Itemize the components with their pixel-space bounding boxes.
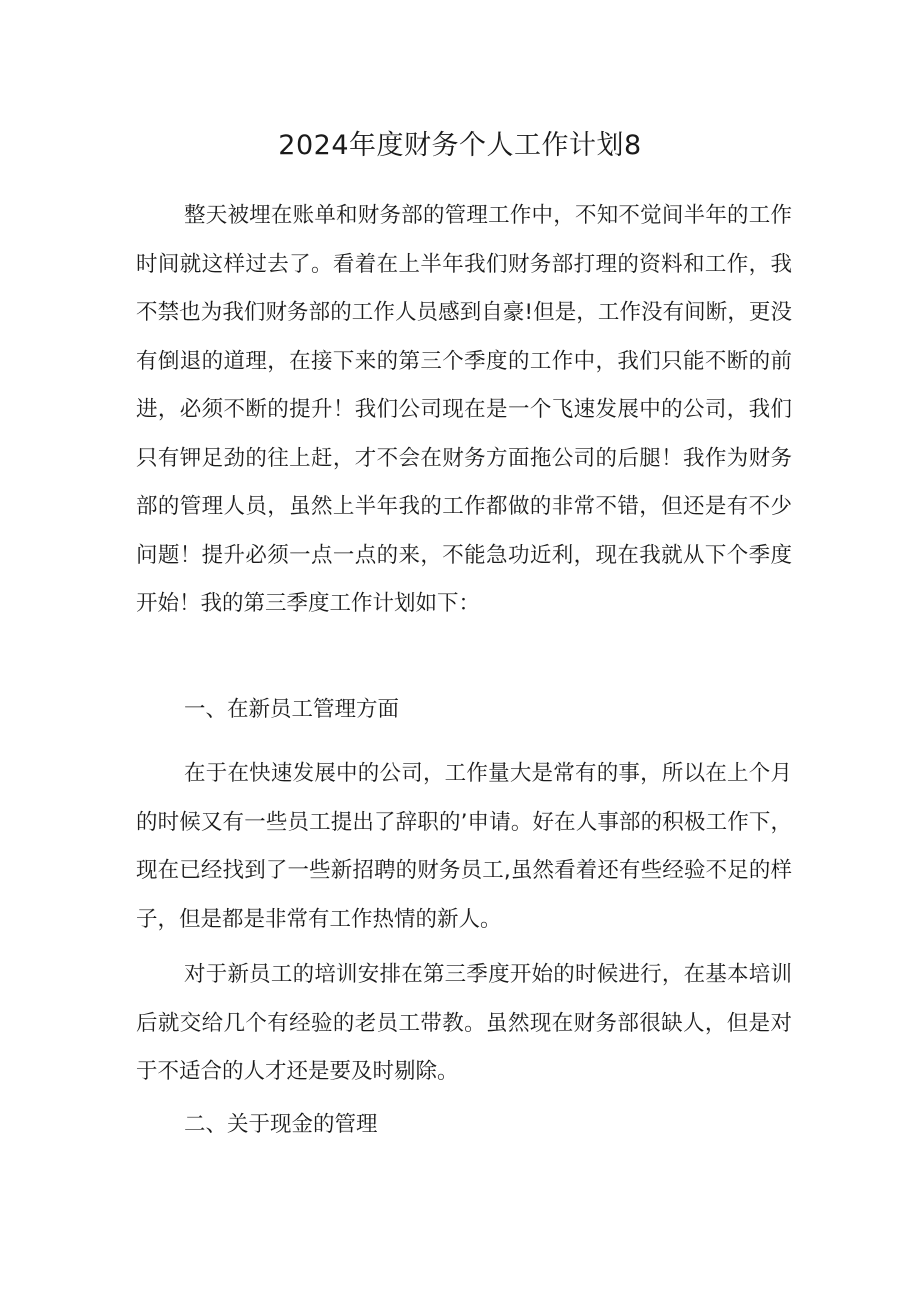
training-paragraph: 对于新员工的培训安排在第三季度开始的时候进行，在基本培训后就交给几个有经验的老员工带教。虽然现在财务部很缺人，但是对于不适合的人才还是要及时剔除。	[136, 962, 792, 1084]
new-staff-paragraph: 在于在快速发展中的公司，工作量大是常有的事，所以在上个月的时候又有一些员工提出了辞职的’申请。好在人事部的积极工作下，现在已经找到了一些新招聘的财务员工,虽然看着还有些经验不足的样子，但是都是非常有工作热情的新人。	[136, 761, 792, 932]
intro-paragraph: 整天被埋在账单和财务部的管理工作中，不知不觉间半年的工作时间就这样过去了。看着在上半年我们财务部打理的资料和工作，我不禁也为我们财务部的工作人员感到自豪!但是，工作没有间断，更没有倒退的道理，在接下来的第三个季度的工作中，我们只能不断的前进，必须不断的提升！我们公司现在是一个飞速发展中的公司，我们只有钾足劲的往上赶，才不会在财务方面拖公司的后腿！我作为财务部的管理人员，虽然上半年我的工作都做的非常不错，但还是有不少问题！提升必须一点一点的来，不能急功近利，现在我就从下个季度开始！我的第三季度工作计划如下：	[136, 203, 792, 616]
document-title: 2024年度财务个人工作计划8	[278, 130, 642, 161]
section-heading-new-staff: 一、在新员工管理方面	[184, 697, 400, 722]
section-heading-cash-management: 二、关于现金的管理	[184, 1112, 378, 1137]
